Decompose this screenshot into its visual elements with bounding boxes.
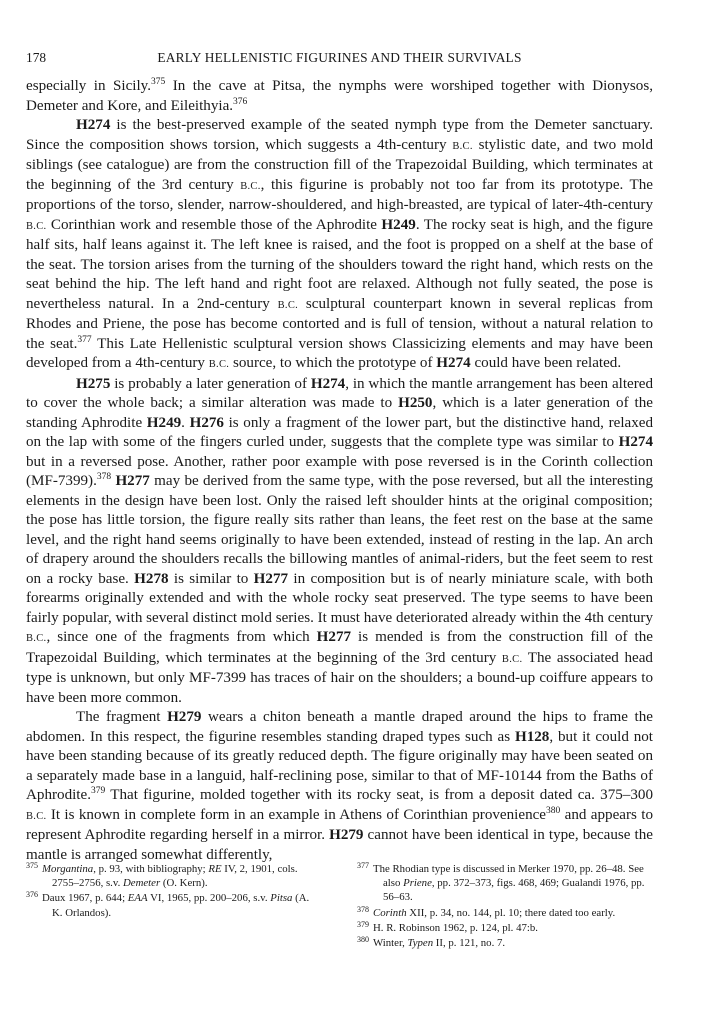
text-run: That figurine, molded together with its rocky seat, is from a deposit dated ca. 375–300 [105,787,653,803]
catalogue-ref: H277 [253,570,289,587]
text-run: cannot have been identical in type, because the mantle is arranged somewhat differently, [26,827,653,863]
text-run: is mended is from the construction fill of the Trapezoidal Building, which terminates at the beginning of the 3rd century [26,629,653,666]
text-run: , which is a later generation of the standing Aphrodite [26,395,653,431]
footnote-ref: 375 [151,77,166,87]
footnote: 376 Daux 1967, p. 644; EAA VI, 1965, pp. 200–206, s.v. Pitsa (A. K. Orlandos). [26,890,310,919]
text-run: (O. Kern). [160,877,208,890]
italic-title: Demeter [122,877,161,890]
paragraph [26,708,653,865]
page-number: 178 [26,50,47,65]
text-run: . The rocky seat is high, and the figure half sits, half leans against it. The left knee is raised, and the foot is propped on a shelf at the base of the seat. The torsion arises from the turning of the shoulders toward the right hand, which rests on the seat behind the hip. The left hand and right foot are relaxed. Although not fully seated, the pose is nevertheless natural. In a 2nd-century [26,216,653,312]
catalogue-ref: H274 [310,375,346,392]
text-run: , in which the mantle arrangement has been altered to cover the whole back; a similar alteration was made to [26,375,653,411]
text-run: The associated head type is unknown, but only MF-7399 has traces of hair on the shoulders; a bound-up coiffure appears to have been more common. [26,649,653,706]
text-run: , this figurine is probably not too far from its prototype. The proportions of the torso, slender, narrow-shouldered, and high-breasted, are typical of later-4th-century [26,176,653,213]
text-run: H. R. Robinson 1962, p. 124, pl. 47:b. [373,921,538,934]
text-run: (A. K. Orlandos). [52,892,310,919]
text-run: is similar to [168,570,254,587]
catalogue-ref: H276 [189,414,224,431]
catalogue-ref: H278 [134,570,169,587]
text-run: , but it could not have been standing because of its greatly reduced depth. The figure originally may have been seated on a separately made base in a languid, half-reclining pose, similar to that of MF-10144 from the Baths of Aphrodite. [26,728,653,803]
catalogue-ref: H275 [76,375,111,392]
catalogue-ref: H250 [398,395,433,411]
text-run: The fragment [76,709,168,725]
catalogue-ref: H279 [167,709,202,725]
text-run: but in a reversed pose. Another, rather poor example with pose reversed is in the Corinth collection (MF-7399). [26,453,653,489]
era-abbrev: B.C. [208,359,230,370]
text-run: Winter, [373,937,408,950]
italic-title: Corinth [373,906,407,919]
footnote-ref: 379 [90,786,106,796]
footnote-ref: 380 [546,805,561,816]
catalogue-ref: H274 [76,117,111,133]
paragraph [26,77,653,116]
italic-title: Typen [407,937,434,950]
era-abbrev: B.C. [277,299,299,311]
text-run: , p. 93, with bibliography; [93,863,209,875]
era-abbrev: B.C. [501,653,523,665]
text-run: may be derived from the same type, with the pose reversed, but all the interesting elements in the design have been lost. Only the raised left shoulder hints at the original composition; the pose has little torsion, the figure really sits rather than leans, the feet rest on the base at the same level, and the right hand seems originally to have been extended, instead of resting in the lap. An arch of drapery around the shoulders recalls the billowing mantles of animal-riders, but the feet seem to rest on a rocky base. [26,473,653,587]
catalogue-ref: H249 [381,216,416,233]
text-run: is the best-preserved example of the seated nymph type from the Demeter sanctuary. Since the composition shows torsion, which suggests a 4th-century [26,117,653,153]
text-run: sculptural counterpart known in several replicas from Rhodes and Priene, the pose has become contorted and is full of tension, without a natural relation to the seat. [26,295,653,352]
text-run: , since one of the fragments from which [46,629,317,645]
text-run: VI, 1965, pp. 200–206, s.v. [147,892,271,905]
footnotes-right-column [357,862,653,951]
catalogue-ref: H277 [316,629,352,645]
text-run: and appears to represent Aphrodite regarding herself in a mirror. [26,806,653,843]
catalogue-ref: H128 [514,728,550,745]
era-abbrev: B.C. [26,810,47,822]
text-run: Daux 1967, p. 644; [42,892,128,905]
italic-title: RE [208,863,222,875]
text-run: It is known in complete form in an example in Athens of Corinthian provenience [46,806,547,823]
text-run: could have been related. [470,355,622,371]
body-text [26,77,653,865]
italic-title: Pitsa [270,892,293,905]
catalogue-ref: H249 [146,414,182,431]
footnotes-left-column [26,862,322,921]
era-abbrev: B.C. [26,220,47,232]
text-run: in composition but is of nearly miniature scale, with both forearms originally extended and with the whole rocky seat preserved. The type seems to have been fairly popular, with several distinct mold series. It must have deteriorated already within the 4th century [26,570,653,626]
text-run: . [181,414,190,431]
text-run: II, p. 121, no. 7. [433,937,506,950]
text-run: stylistic date, and two mold siblings (see catalogue) are from the construction fill of the Trapezoidal Building, which terminates at the beginning of the 3rd century [26,136,653,193]
footnote: 378 Corinth XII, p. 34, no. 144, pl. 10; there dated too early. [357,904,616,919]
paragraph [26,116,653,375]
footnote-ref: 376 [233,96,248,107]
footnote: 380 Winter, Typen II, p. 121, no. 7. [357,935,506,950]
page-header [26,50,653,68]
text-run: IV, 2, 1901, cols. 2755–2756, s.v. [52,863,298,890]
text-run: The Rhodian type is discussed in Merker 1970, pp. 26–48. See also [373,863,644,890]
text-run: In the cave at Pitsa, the nymphs were worshiped together with Dionysos, Demeter and Kore, and Eileithyia. [26,78,654,114]
italic-title: Priene [403,877,432,890]
text-run: XII, p. 34, no. 144, pl. 10; there dated too early. [406,906,616,919]
era-abbrev: B.C. [26,633,47,644]
catalogue-ref: H277 [115,473,150,489]
italic-title: Morgantina [42,863,94,875]
catalogue-ref: H274 [436,355,471,371]
italic-title: EAA [127,892,148,905]
footnote-ref: 377 [77,334,92,345]
text-run: Corinthian work and resemble those of the Aphrodite [46,216,382,233]
footnote-ref: 378 [96,472,112,482]
paragraph [26,375,653,709]
text-run: source, to which the prototype of [229,355,437,371]
text-run: wears a chiton beneath a mantle draped around the hips to frame the abdomen. In this respect, the figurine resembles standing draped types such as [26,709,653,745]
text-run: is probably a later generation of [110,375,311,392]
footnote: 375 Morgantina, p. 93, with bibliography; RE IV, 2, 1901, cols. 2755–2756, s.v. Demeter (O. Kern). [26,861,298,890]
running-title: EARLY HELLENISTIC FIGURINES AND THEIR SURVIVALS [157,50,522,65]
catalogue-ref: H279 [329,827,364,843]
footnote: 379 H. R. Robinson 1962, p. 124, pl. 47:b. [357,919,538,934]
text-run: This Late Hellenistic sculptural version shows Classicizing elements and may have been developed from a 4th-century [26,335,653,371]
text-run: , pp. 372–373, figs. 468, 469; Gualandi 1976, pp. 56–63. [383,877,645,904]
text-run: especially in Sicily. [26,78,152,94]
footnote: 377 The Rhodian type is discussed in Merker 1970, pp. 26–48. See also Priene, pp. 372–373, figs. 468, 469; Gualandi 1976, pp. 56–63. [357,861,645,904]
era-abbrev: B.C. [452,140,473,152]
catalogue-ref: H274 [618,434,653,450]
era-abbrev: B.C. [240,180,261,192]
text-run: is only a fragment of the lower part, but the distinctive hand, relaxed on the lap with some of the fingers curled under, suggests that the complete type was similar to [26,414,654,450]
